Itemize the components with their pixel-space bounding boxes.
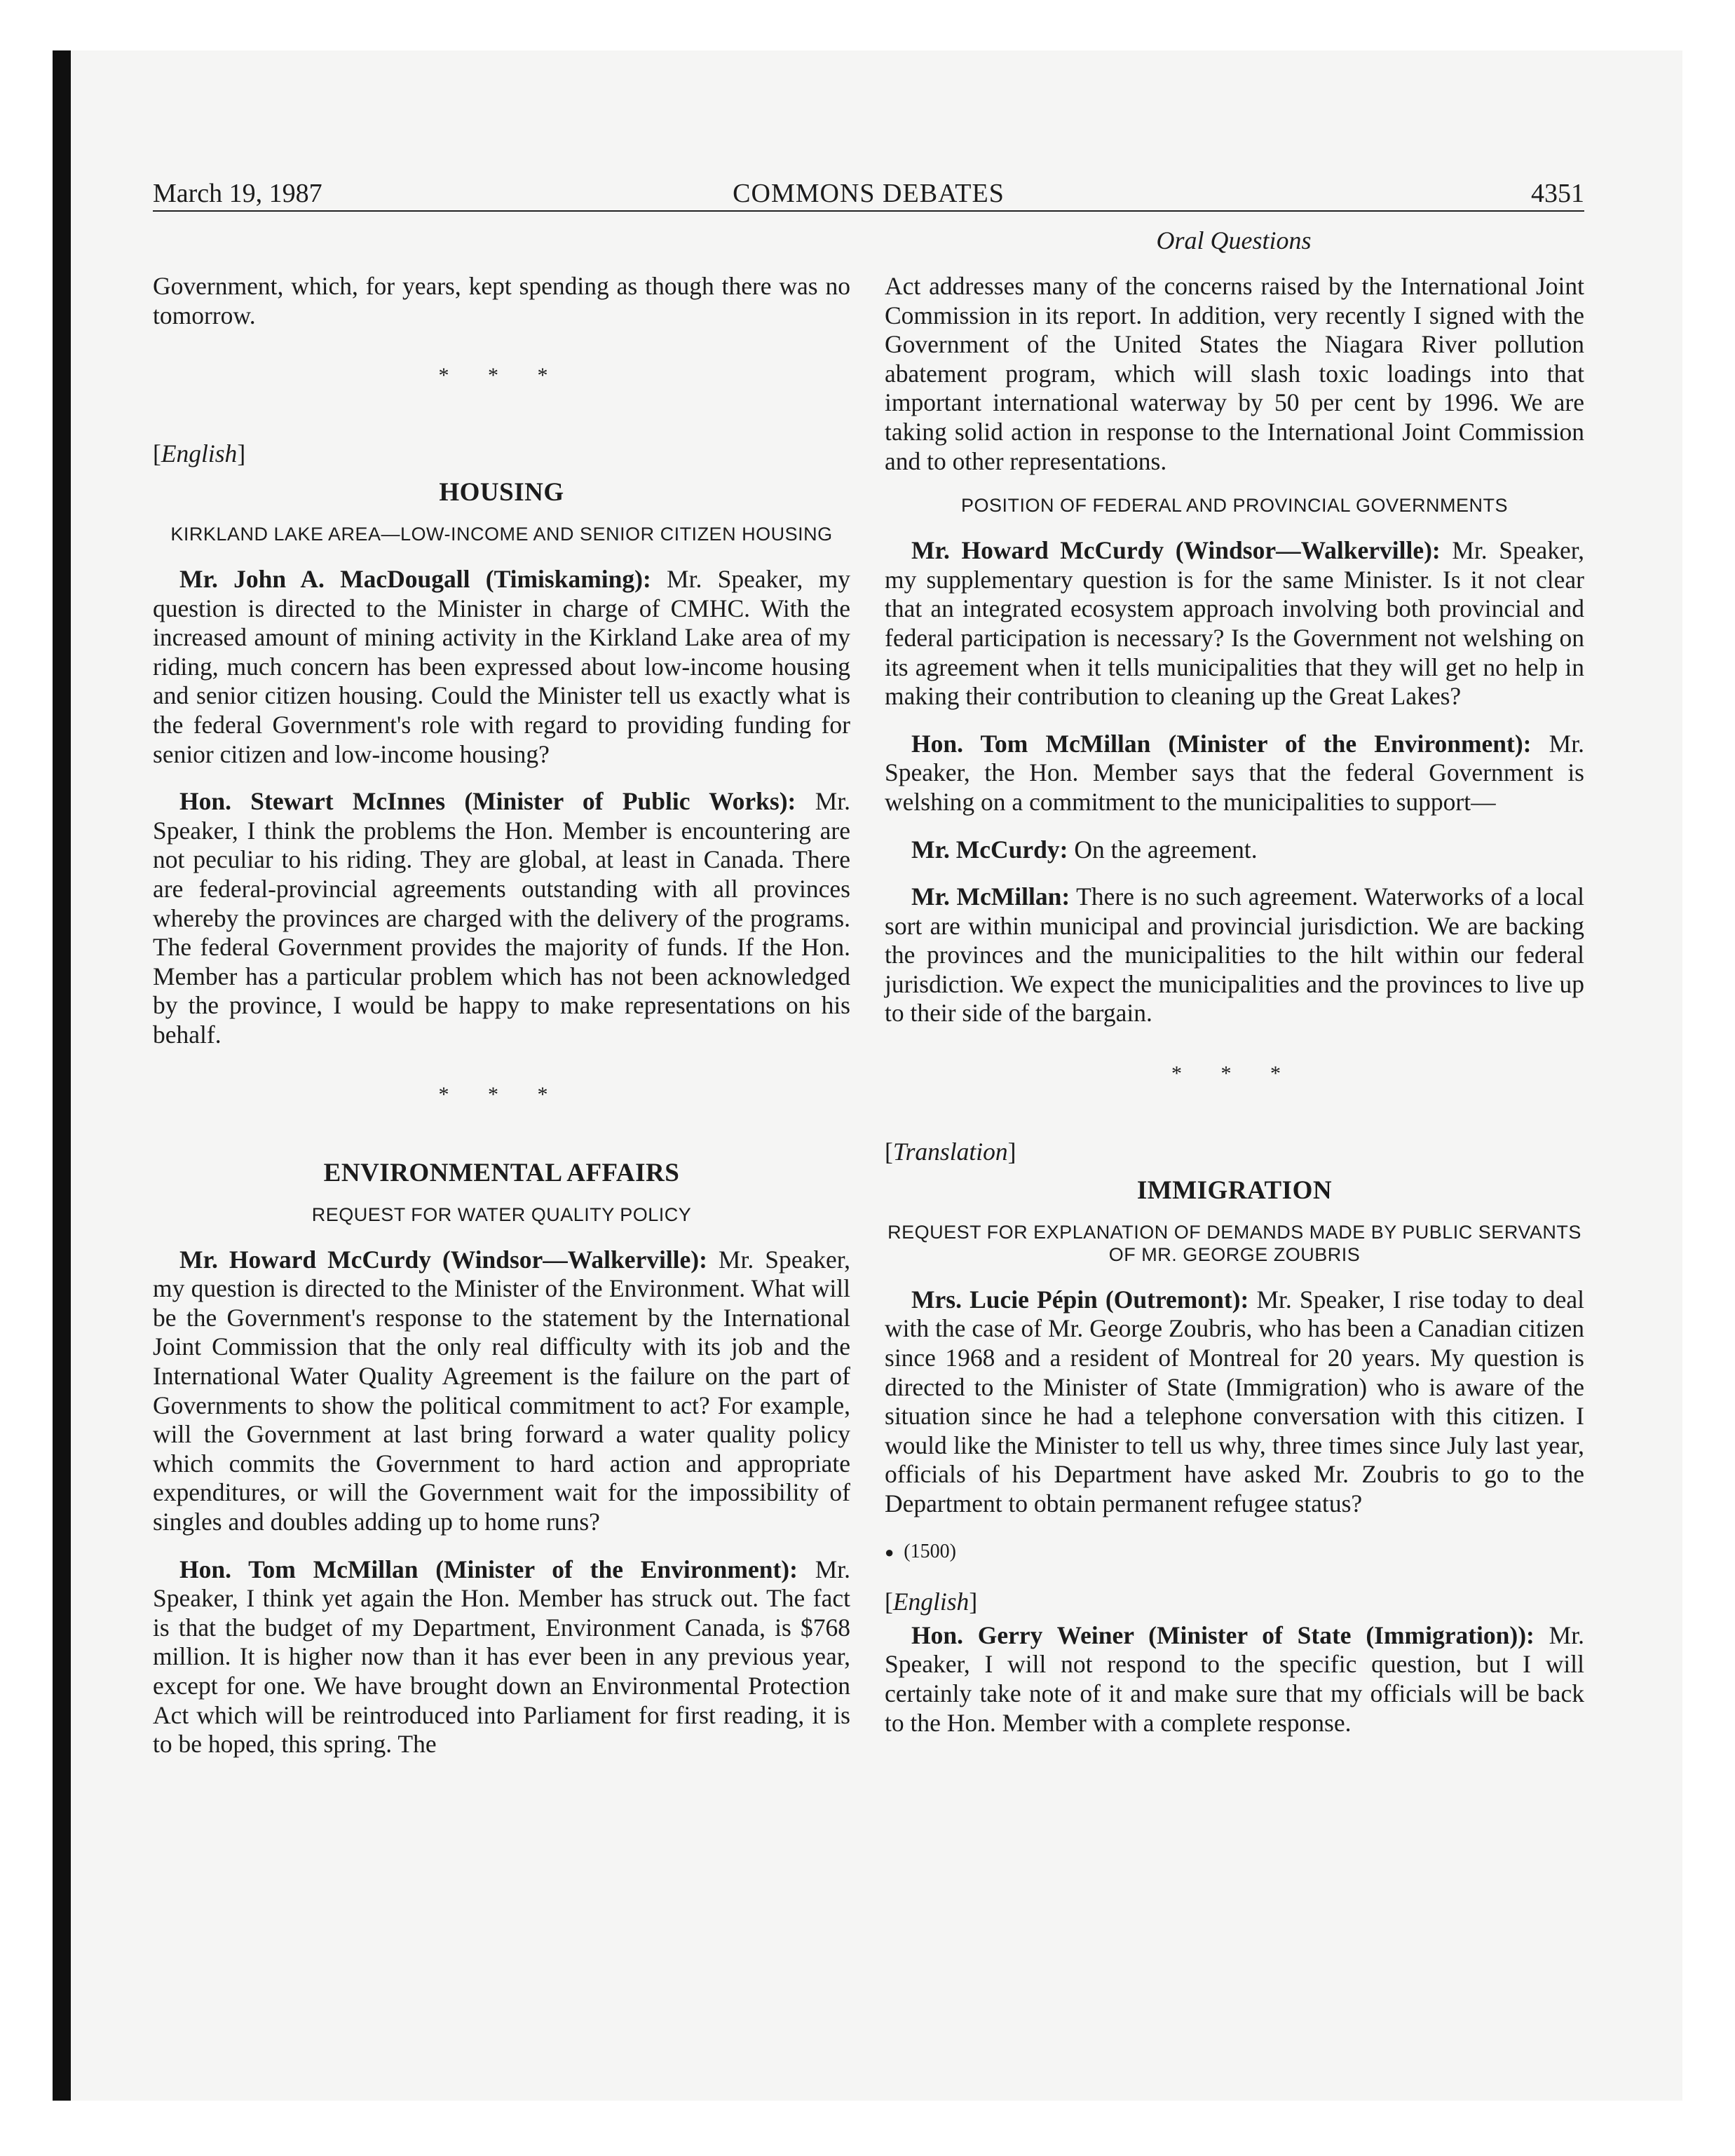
speaker-name: Hon. Tom McMillan (Minister of the Environment): [179,1555,798,1583]
speaker-name: Mr. Howard McCurdy (Windsor—Walkerville): [179,1245,707,1274]
speaker-name: Mrs. Lucie Pépin (Outremont): [911,1285,1249,1314]
speaker-name: Hon. Stewart McInnes (Minister of Public Works): [179,787,796,816]
speech-text: Mr. Speaker, I think yet again the Hon. Member has struck out. The fact is that the budget of my Department, Environment Canada, is $768 million. It is higher now than it has ever been in any previous year, except for one. We have brought down an Environmental Protection Act which will be reintroduced into Parliament for first reading, it is to be hoped, this spring. The [153,1555,850,1759]
speech [885,1621,1584,1738]
section-separator: * * * [438,364,565,388]
header-page-number: 4351 [1531,179,1584,208]
binding-edge [53,50,71,2101]
language-label: English [892,1588,969,1616]
speech [885,882,1584,1028]
section-label: Oral Questions [1156,226,1312,254]
speech-text: Mr. Speaker, I rise today to deal with the case of Mr. George Zoubris, who has been a Canadian citizen since 1968 and a resident of Montreal for 20 years. My question is directed to the Minister of State (Immigration) who is aware of the situation since he had a telephone conversation with this citizen. I would like the Minister to tell us why, three times since July last year, officials of his Department have asked Mr. Zoubris to go to the Department to obtain permanent refugee status? [885,1285,1584,1517]
right-column [885,272,1584,1756]
speech [153,787,850,1049]
speech [885,536,1584,711]
running-header [153,177,1584,212]
speech [885,730,1584,817]
language-label: Translation [892,1137,1008,1166]
paragraph: Government, which, for years, kept spending as though there was no tomorrow. [153,272,850,329]
bracket-close: ] [237,439,246,468]
speaker-name: Mr. McCurdy: [911,835,1068,864]
bracket-close: ] [969,1588,978,1616]
speaker-name: Mr. Howard McCurdy (Windsor—Walkerville): [911,536,1441,565]
speech [153,1246,850,1537]
speaker-name: Hon. Gerry Weiner (Minister of State (Immigration)): [911,1621,1535,1649]
bullet-icon: ● [885,1543,894,1561]
section-subheading: POSITION OF FEDERAL AND PROVINCIAL GOVERNMENTS [960,495,1509,517]
section-heading: HOUSING [439,478,564,507]
speech-text: Mr. Speaker, my question is directed to the Minister in charge of CMHC. With the increased amount of mining activity in the Kirkland Lake area of my riding, much concern has been expressed about low-income housing and senior citizen housing. Could the Minister tell us exactly what is the federal Government's role with regard to providing funding for senior citizen and low-income housing? [153,564,850,768]
section-subheading: REQUEST FOR WATER QUALITY POLICY [311,1203,692,1225]
language-marker [153,439,850,469]
header-publication: COMMONS DEBATES [733,179,1005,208]
timestamp-text: (1500) [904,1540,956,1562]
speaker-name: Mr. John A. MacDougall (Timiskaming): [179,564,651,593]
bracket-open: [ [153,439,161,468]
speech [153,565,850,769]
speaker-name: Hon. Tom McMillan (Minister of the Environment): [911,729,1532,758]
speech-text: Mr. Speaker, I think the problems the Hon. Member is encountering are not peculiar to his riding. They are global, at least in Canada. There are federal-provincial agreements outstanding with all provinces whereby the provinces are charged with the delivery of the programs. The federal Government provides the majority of funds. If the Hon. Member has a particular problem which has not been acknowledged by the province, I would be happy to make representations on his behalf. [153,787,850,1049]
section-heading: IMMIGRATION [1136,1176,1333,1206]
bracket-open: [ [885,1588,893,1616]
bracket-close: ] [1007,1137,1016,1166]
language-label: English [161,439,238,468]
speech [153,1555,850,1759]
speech [885,835,1584,865]
section-subheading: REQUEST FOR EXPLANATION OF DEMANDS MADE BY PUBLIC SERVANTS OF MR. GEORGE ZOUBRIS [887,1221,1581,1265]
left-column [153,272,850,1778]
section-subheading: KIRKLAND LAKE AREA—LOW-INCOME AND SENIOR CITIZEN HOUSING [170,523,833,545]
speaker-name: Mr. McMillan: [911,882,1070,911]
section-separator: * * * [438,1083,565,1107]
speech [885,1285,1584,1519]
speech-text: Mr. Speaker, my question is directed to the Minister of the Environment. What will be the Government's response to the statement by the International Joint Commission that the only real difficulty with its job and the International Water Quality Agreement is the failure on the part of Governments to show the political commitment to act? For example, will the Government at last bring forward a water quality policy which commits the Government to hard action and appropriate expenditures, or will the Government wait for the impossibility of singles and doubles adding up to home runs? [153,1245,850,1536]
language-marker [885,1588,1584,1617]
speech-text: Mr. Speaker, I will not respond to the specific question, but I will certainly take note of it and make sure that my officials will be back to the Hon. Member with a complete response. [885,1621,1584,1737]
speech-text: Mr. Speaker, the Hon. Member says that the federal Government is welshing on a commitment to the municipalities to support— [885,729,1584,816]
paragraph: Act addresses many of the concerns raised by the International Joint Commission in its report. In addition, very recently I signed with the Government of the United States the Niagara River pollution abatement program, which will slash toxic loadings into that important international waterway by 50 per cent by 1996. We are taking solid action in response to the International Joint Commission and to other representations. [885,272,1584,475]
language-marker [885,1138,1584,1167]
speech-text: Mr. Speaker, my supplementary question is for the same Minister. Is it not clear that an integrated ecosystem approach involving both provincial and federal participation is necessary? Is the Government not welshing on its agreement when it tells municipalities that they will get no help in making their contribution to cleaning up the Great Lakes? [885,536,1585,711]
timestamp [885,1537,1584,1567]
bracket-open: [ [885,1137,893,1166]
speech-text: There is no such agreement. Waterworks of a local sort are within municipal and provincial jurisdiction. We are backing the provinces and the municipalities to the hilt within our federal jurisdiction. We expect the municipalities and the provinces to live up to their side of the bargain. [885,882,1585,1028]
section-separator: * * * [1171,1062,1298,1086]
section-heading: ENVIRONMENTAL AFFAIRS [323,1159,680,1188]
speech-text: On the agreement. [1068,835,1258,864]
header-date: March 19, 1987 [153,179,322,208]
